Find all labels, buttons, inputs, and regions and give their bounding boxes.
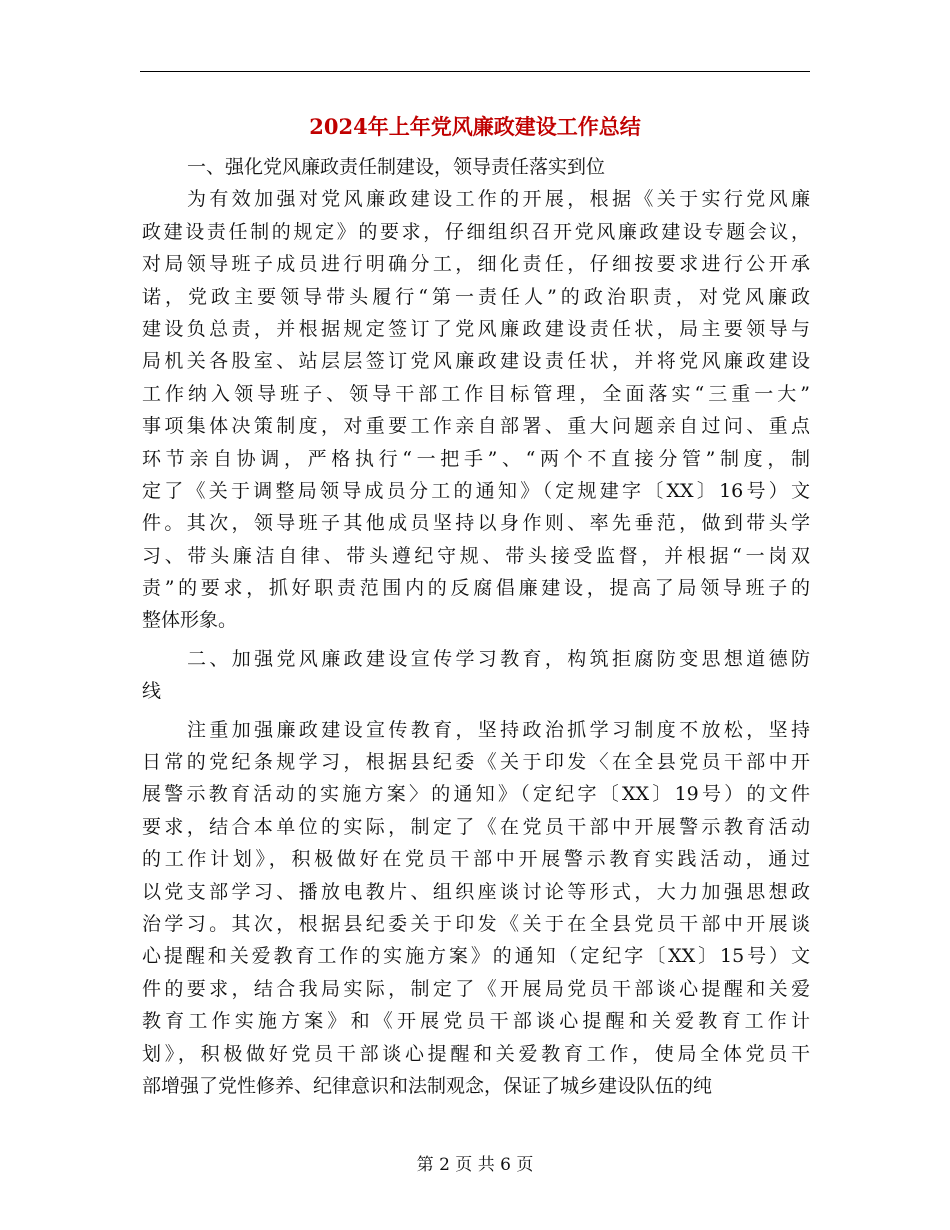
paragraph (142, 643, 810, 708)
text-line: 件的要求，结合我局实际，制定了《开展局党员干部谈心提醒和关爱 (142, 977, 810, 1000)
text-line: 责”的要求，抓好职责范围内的反腐倡廉建设，提高了局领导班子的 (142, 577, 810, 600)
text-line: 以党支部学习、播放电教片、组织座谈讨论等形式，大力加强思想政 (142, 880, 810, 903)
text-line: 展警示教育活动的实施方案〉的通知》（定纪字〔XX〕19号）的文件 (142, 783, 810, 806)
page-number-footer: 第 2 页 共 6 页 (416, 1155, 534, 1175)
paragraph (142, 183, 810, 636)
text-line: 一、强化党风廉政责任制建设，领导责任落实到位 (187, 156, 606, 178)
text-line: 二、加强党风廉政建设宣传学习教育，构筑拒腐防变思想道德防 (187, 647, 810, 670)
text-line: 工作纳入领导班子、领导干部工作目标管理，全面落实“三重一大” (142, 382, 810, 405)
text-line: 习、带头廉洁自律、带头遵纪守规、带头接受监督，并根据“一岗双 (142, 544, 810, 567)
paragraph (142, 714, 810, 1103)
text-line: 定了《关于调整局领导成员分工的通知》（定规建字〔XX〕16号）文 (142, 479, 810, 502)
text-line: 建设负总责，并根据规定签订了党风廉政建设责任状，局主要领导与 (142, 317, 810, 340)
text-line: 日常的党纪条规学习，根据县纪委《关于印发〈在全县党员干部中开 (142, 751, 810, 774)
text-line: 件。其次，领导班子其他成员坚持以身作则、率先垂范，做到带头学 (142, 512, 810, 535)
text-line: 诺，党政主要领导带头履行“第一责任人”的政治职责，对党风廉政 (142, 285, 810, 308)
document-body (142, 151, 810, 1102)
text-line: 的工作计划》，积极做好在党员干部中开展警示教育实践活动，通过 (142, 848, 810, 871)
text-line: 治学习。其次，根据县纪委关于印发《关于在全县党员干部中开展谈 (142, 912, 810, 935)
text-line: 对局领导班子成员进行明确分工，细化责任，仔细按要求进行公开承 (142, 253, 810, 276)
text-line: 要求，结合本单位的实际，制定了《在党员干部中开展警示教育活动 (142, 815, 810, 838)
text-line: 部增强了党性修养、纪律意识和法制观念，保证了城乡建设队伍的纯 (142, 1074, 713, 1097)
text-line: 心提醒和关爱教育工作的实施方案》的通知（定纪字〔XX〕15号）文 (142, 945, 810, 968)
header-rule (140, 71, 810, 72)
text-line: 为有效加强对党风廉政建设工作的开展，根据《关于实行党风廉 (187, 188, 810, 211)
text-line: 环节亲自协调，严格执行“一把手”、“两个不直接分管”制度，制 (142, 447, 810, 470)
text-line: 政建设责任制的规定》的要求，仔细组织召开党风廉政建设专题会议， (142, 220, 810, 243)
text-line: 局机关各股室、站层层签订党风廉政建设责任状，并将党风廉政建设 (142, 350, 810, 373)
document-title: 2024年上年党风廉政建设工作总结 (309, 114, 641, 139)
text-line: 教育工作实施方案》和《开展党员干部谈心提醒和关爱教育工作计 (142, 1010, 810, 1033)
text-line: 划》，积极做好党员干部谈心提醒和关爱教育工作，使局全体党员干 (142, 1042, 810, 1065)
text-line: 线 (142, 680, 162, 703)
text-line: 注重加强廉政建设宣传教育，坚持政治抓学习制度不放松，坚持 (187, 718, 810, 741)
text-line: 事项集体决策制度，对重要工作亲自部署、重大问题亲自过问、重点 (142, 415, 810, 438)
paragraph (142, 151, 810, 183)
text-line: 整体形象。 (142, 609, 238, 632)
